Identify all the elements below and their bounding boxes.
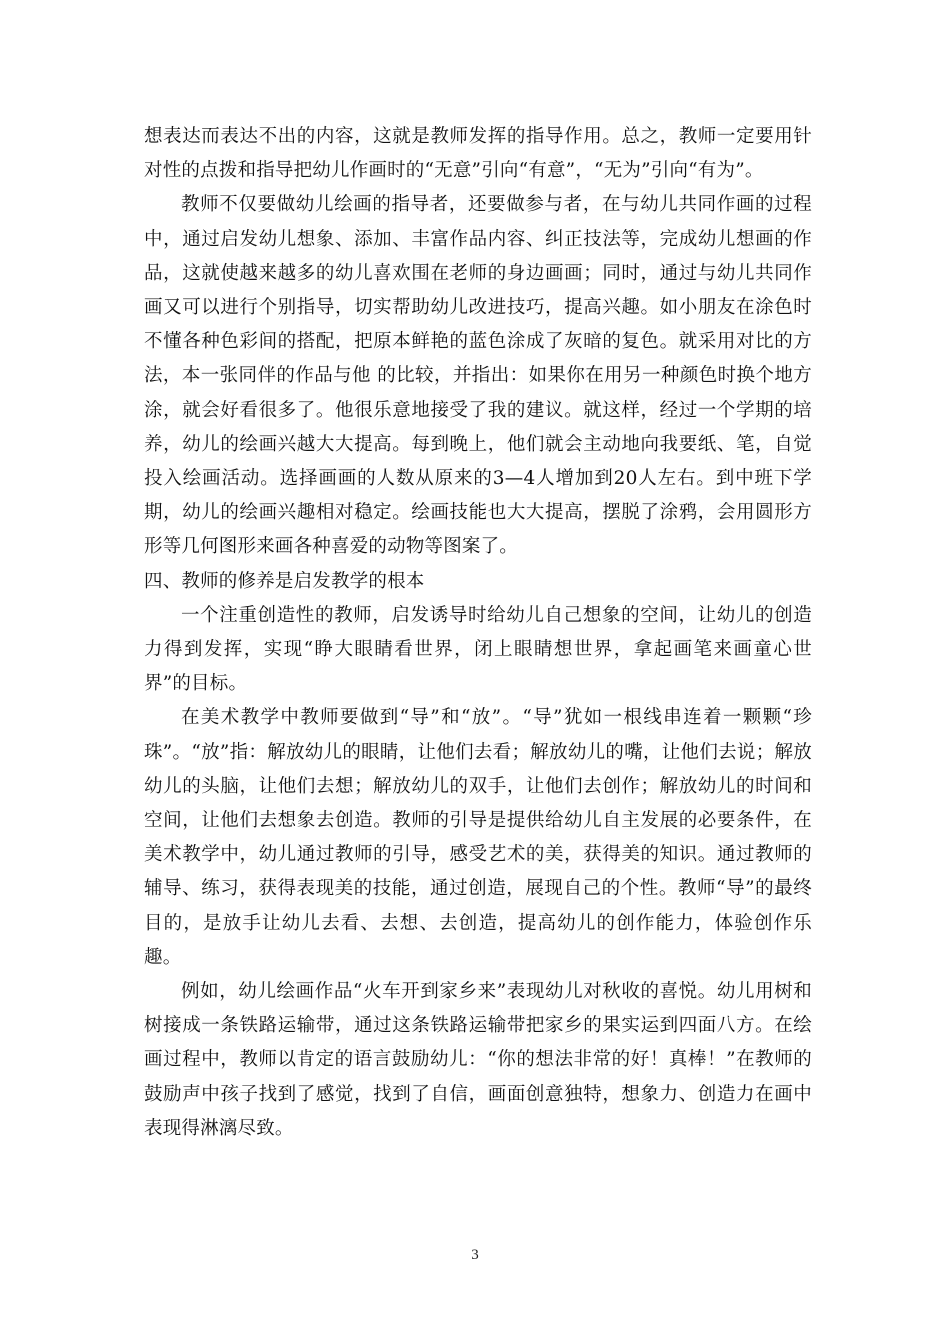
- paragraph-teacher-participant: 教师不仅要做幼儿绘画的指导者，还要做参与者，在与幼儿共同作画的过程中，通过启发幼儿想象、添加、丰富作品内容、纠正技法等，完成幼儿想画的作品，这就使越来越多的幼儿喜欢围在老师的身边画画；同时，通过与幼儿共同作画又可以进行个别指导，切实帮助幼儿改进技巧，提高兴趣。如小朋友在涂色时不懂各种色彩间的搭配，把原本鲜艳的蓝色涂成了灰暗的复色。就采用对比的方法，本一张同伴的作品与他 的比较，并指出：如果你在用另一种颜色时换个地方涂，就会好看很多了。他很乐意地接受了我的建议。就这样，经过一个学期的培养，幼儿的绘画兴越大大提高。每到晚上，他们就会主动地向我要纸、笔，自觉投入绘画活动。选择画画的人数从原来的3—4人增加到20人左右。到中班下学期，幼儿的绘画兴趣相对稳定。绘画技能也大大提高，摆脱了涂鸦，会用圆形方形等几何图形来画各种喜爱的动物等图案了。: [144, 194, 812, 558]
- paragraph-continuation: 想表达而表达不出的内容，这就是教师发挥的指导作用。总之，教师一定要用针对性的点拨和指导把幼儿作画时的“无意”引向“有意”，“无为”引向“有为”。: [144, 126, 812, 182]
- page-number: 3: [471, 1247, 479, 1263]
- paragraph-creative-teacher: 一个注重创造性的教师，启发诱导时给幼儿自己想象的空间，让幼儿的创造力得到发挥，实现“睁大眼睛看世界，闭上眼睛想世界，拿起画笔来画童心世界”的目标。: [144, 604, 812, 695]
- paragraph-example-train: 例如，幼儿绘画作品“火车开到家乡来”表现幼儿对秋收的喜悦。幼儿用树和树接成一条铁路运输带，通过这条铁路运输带把家乡的果实运到四面八方。在绘画过程中，教师以肯定的语言鼓励幼儿：“你的想法非常的好！真棒！”在教师的鼓励声中孩子找到了感觉，找到了自信，画面创意独特，想象力、创造力在画中表现得淋漓尽致。: [144, 981, 812, 1139]
- document-body: [144, 120, 812, 1146]
- paragraph-guide-and-release: 在美术教学中教师要做到“导”和“放”。“导”犹如一根线串连着一颗颗“珍珠”。“放”指：解放幼儿的眼睛，让他们去看；解放幼儿的嘴，让他们去说；解放幼儿的头脑，让他们去想；解放幼儿的双手，让他们去创作；解放幼儿的时间和空间，让他们去想象去创造。教师的引导是提供给幼儿自主发展的必要条件，在美术教学中，幼儿通过教师的引导，感受艺术的美，获得美的知识。通过教师的辅导、练习，获得表现美的技能，通过创造，展现自己的个性。教师“导”的最终目的，是放手让幼儿去看、去想、去创造，提高幼儿的创作能力，体验创作乐趣。: [144, 707, 812, 968]
- section-heading: 四、教师的修养是启发教学的根本: [144, 570, 425, 592]
